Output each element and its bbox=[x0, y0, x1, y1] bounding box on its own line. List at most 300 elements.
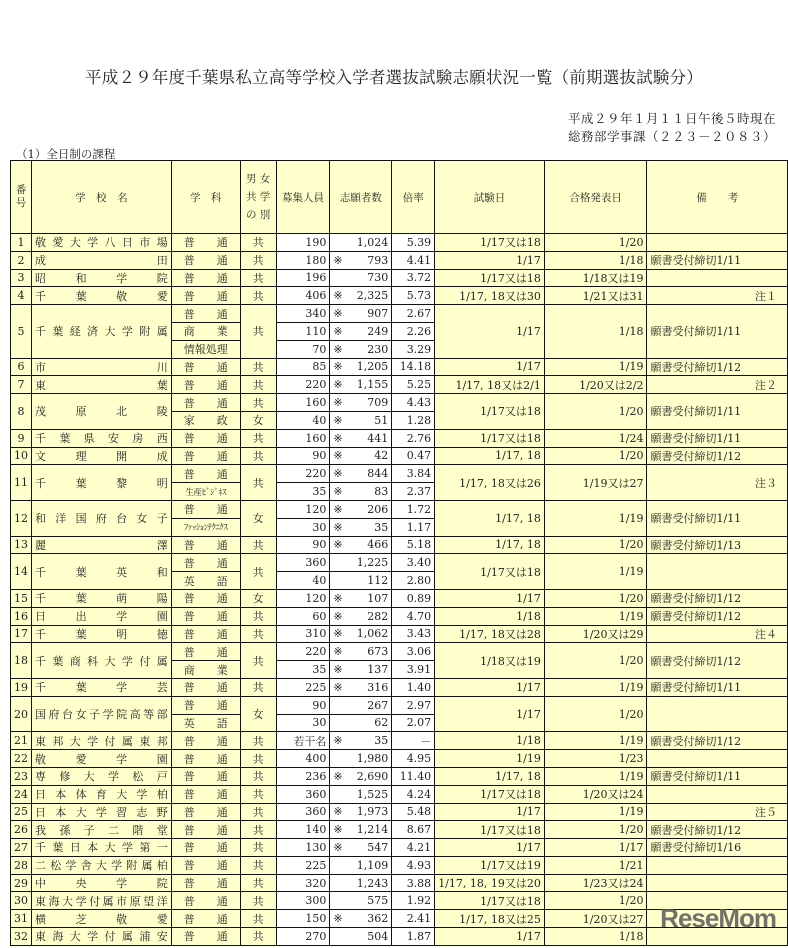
pass-date: 1/20 bbox=[544, 643, 647, 679]
applicants-wrap bbox=[333, 752, 388, 765]
ratio: 4.41 bbox=[392, 251, 435, 269]
gender-type: 共 bbox=[240, 607, 276, 625]
capacity: 30 bbox=[276, 518, 330, 536]
table-row bbox=[11, 643, 788, 661]
gender-type: 共 bbox=[240, 376, 276, 394]
applicants-wrap bbox=[333, 325, 388, 338]
course-subject: 普通 bbox=[171, 376, 240, 394]
table-row bbox=[11, 767, 788, 785]
pass-date: 1/20 bbox=[544, 821, 647, 839]
applicants-cell bbox=[330, 785, 392, 803]
capacity: 40 bbox=[276, 572, 330, 590]
applicant-count: 137 bbox=[367, 663, 389, 677]
applicants-wrap bbox=[333, 449, 388, 462]
school-number: 22 bbox=[11, 750, 32, 768]
pass-date: 1/20 bbox=[544, 536, 647, 554]
table-row bbox=[11, 625, 788, 643]
course-subject: 普通 bbox=[171, 536, 240, 554]
ratio: 3.88 bbox=[392, 874, 435, 892]
school-name: 敬愛学園 bbox=[32, 750, 172, 768]
course-subject: 普通 bbox=[171, 394, 240, 412]
school-name: 国府台女子学院高等部 bbox=[32, 696, 172, 732]
asterisk-mark: ※ bbox=[333, 378, 343, 392]
capacity: 130 bbox=[276, 839, 330, 857]
asterisk-mark: ※ bbox=[333, 663, 343, 677]
pass-date: 1/19 bbox=[544, 500, 647, 536]
applicants-cell bbox=[330, 607, 392, 625]
course-subject: 普通 bbox=[171, 696, 240, 714]
school-number: 18 bbox=[11, 643, 32, 679]
exam-date: 1/18 bbox=[435, 732, 545, 750]
as-of-date: 平成２９年１月１１日午後５時現在 bbox=[567, 111, 776, 126]
gender-type: 共 bbox=[240, 839, 276, 857]
applicants-cell bbox=[330, 874, 392, 892]
pass-date: 1/19 bbox=[544, 803, 647, 821]
header-gender-line: 男 女 bbox=[245, 173, 271, 185]
gender-type: 共 bbox=[240, 447, 276, 465]
applicants-cell bbox=[330, 500, 392, 518]
pass-date: 1/23 bbox=[544, 750, 647, 768]
applicants-wrap bbox=[333, 699, 388, 712]
exam-date: 1/17 bbox=[435, 839, 545, 857]
school-name: 敬愛大学八日市場 bbox=[32, 234, 172, 252]
applicants-cell bbox=[330, 589, 392, 607]
ratio: 3.06 bbox=[392, 643, 435, 661]
applicants-cell bbox=[330, 910, 392, 928]
gender-type: 女 bbox=[240, 696, 276, 732]
school-number: 19 bbox=[11, 678, 32, 696]
asterisk-mark: ※ bbox=[333, 342, 343, 356]
school-number: 30 bbox=[11, 892, 32, 910]
table-row bbox=[11, 874, 788, 892]
school-number: 5 bbox=[11, 305, 32, 358]
remarks bbox=[647, 856, 788, 874]
ratio: 1.40 bbox=[392, 678, 435, 696]
table-row bbox=[11, 750, 788, 768]
school-name: 千葉萌陽 bbox=[32, 589, 172, 607]
applicant-count: 2,690 bbox=[356, 769, 389, 783]
course-subject: 普通 bbox=[171, 500, 240, 518]
applicants-wrap bbox=[333, 414, 388, 427]
capacity: 400 bbox=[276, 750, 330, 768]
asterisk-mark: ※ bbox=[333, 645, 343, 659]
applicants-wrap bbox=[333, 877, 388, 890]
applicants-wrap bbox=[333, 467, 388, 480]
pass-date: 1/18又は19 bbox=[544, 269, 647, 287]
applicants-cell bbox=[330, 287, 392, 305]
course-subject: 普通 bbox=[171, 910, 240, 928]
table-row bbox=[11, 696, 788, 714]
course-subject: 普通 bbox=[171, 447, 240, 465]
asterisk-mark: ※ bbox=[333, 769, 343, 783]
gender-type: 女 bbox=[240, 589, 276, 607]
applicants-wrap bbox=[333, 271, 388, 284]
capacity: 360 bbox=[276, 554, 330, 572]
ratio: 4.95 bbox=[392, 750, 435, 768]
exam-date: 1/19 bbox=[435, 750, 545, 768]
asterisk-mark: ※ bbox=[333, 485, 343, 499]
asterisk-mark: ※ bbox=[333, 502, 343, 516]
pass-date: 1/20 bbox=[544, 892, 647, 910]
applicants-wrap bbox=[333, 716, 388, 729]
school-number: 25 bbox=[11, 803, 32, 821]
applicant-count: 362 bbox=[367, 912, 389, 926]
table-row bbox=[11, 839, 788, 857]
header-subject: 学 科 bbox=[171, 161, 240, 234]
ratio: 3.43 bbox=[392, 625, 435, 643]
school-name: 千葉学芸 bbox=[32, 678, 172, 696]
ratio: 0.89 bbox=[392, 589, 435, 607]
school-name: 茂原北陵 bbox=[32, 394, 172, 430]
applicant-count: 673 bbox=[367, 645, 389, 659]
applicants-wrap bbox=[333, 805, 388, 818]
school-name: 千葉商科大学付属 bbox=[32, 643, 172, 679]
gender-type: 女 bbox=[240, 500, 276, 536]
course-subject: 普通 bbox=[171, 892, 240, 910]
remarks: 注２ bbox=[647, 376, 788, 394]
applicants-cell bbox=[330, 714, 392, 732]
asterisk-mark: ※ bbox=[333, 538, 343, 552]
exam-date: 1/18 bbox=[435, 607, 545, 625]
capacity: 160 bbox=[276, 429, 330, 447]
course-subject: 普通 bbox=[171, 251, 240, 269]
capacity: 35 bbox=[276, 661, 330, 679]
school-name: 千葉黎明 bbox=[32, 465, 172, 501]
pass-date: 1/20 bbox=[544, 394, 647, 430]
school-number: 13 bbox=[11, 536, 32, 554]
applicant-count: 83 bbox=[374, 485, 389, 499]
gender-type: 共 bbox=[240, 429, 276, 447]
applicants-wrap bbox=[333, 289, 388, 302]
ratio: 5.39 bbox=[392, 234, 435, 252]
applicants-cell bbox=[330, 892, 392, 910]
table-row bbox=[11, 589, 788, 607]
remarks bbox=[647, 750, 788, 768]
course-subject: 普通 bbox=[171, 839, 240, 857]
capacity: 360 bbox=[276, 785, 330, 803]
applicant-count: 730 bbox=[367, 271, 389, 285]
gender-type: 共 bbox=[240, 287, 276, 305]
applicants-wrap bbox=[333, 432, 388, 445]
asterisk-mark: ※ bbox=[333, 467, 343, 481]
applicant-count: 230 bbox=[367, 342, 389, 356]
capacity: 90 bbox=[276, 536, 330, 554]
pass-date: 1/20又は27 bbox=[544, 910, 647, 928]
exam-date: 1/17, 18又は30 bbox=[435, 287, 545, 305]
capacity: 若干名 bbox=[276, 732, 330, 750]
remarks: 願書受付締切1/11 bbox=[647, 678, 788, 696]
header-gender bbox=[240, 161, 276, 234]
applicant-count: 466 bbox=[367, 538, 389, 552]
gender-type: 共 bbox=[240, 892, 276, 910]
remarks: 願書受付締切1/12 bbox=[647, 821, 788, 839]
gender-type: 共 bbox=[240, 678, 276, 696]
applicants-wrap bbox=[333, 734, 388, 747]
pass-date: 1/19 bbox=[544, 607, 647, 625]
ratio: 2.26 bbox=[392, 322, 435, 340]
pass-date: 1/20 bbox=[544, 447, 647, 465]
exam-date: 1/17, 18 bbox=[435, 447, 545, 465]
capacity: 220 bbox=[276, 465, 330, 483]
applicants-cell bbox=[330, 518, 392, 536]
remarks: 注４ bbox=[647, 625, 788, 643]
applicants-cell bbox=[330, 429, 392, 447]
exam-date: 1/17, 18 bbox=[435, 500, 545, 536]
course-subject: 普通 bbox=[171, 732, 240, 750]
applicants-wrap bbox=[333, 360, 388, 373]
remarks bbox=[647, 785, 788, 803]
table-row bbox=[11, 429, 788, 447]
asterisk-mark: ※ bbox=[333, 734, 343, 748]
ratio: 3.84 bbox=[392, 465, 435, 483]
school-number: 3 bbox=[11, 269, 32, 287]
applicants-wrap bbox=[333, 894, 388, 907]
ratio: 5.18 bbox=[392, 536, 435, 554]
table-row bbox=[11, 678, 788, 696]
exam-date: 1/17又は19 bbox=[435, 856, 545, 874]
pass-date: 1/20 bbox=[544, 234, 647, 252]
school-number: 16 bbox=[11, 607, 32, 625]
header-pass-date: 合格発表日 bbox=[544, 161, 647, 234]
table-row bbox=[11, 536, 788, 554]
table-row bbox=[11, 785, 788, 803]
capacity: 150 bbox=[276, 910, 330, 928]
ratio: 3.72 bbox=[392, 269, 435, 287]
pass-date: 1/20 bbox=[544, 589, 647, 607]
applicants-cell bbox=[330, 536, 392, 554]
exam-date: 1/17 bbox=[435, 678, 545, 696]
pass-date: 1/19 bbox=[544, 732, 647, 750]
school-number: 26 bbox=[11, 821, 32, 839]
capacity: 190 bbox=[276, 234, 330, 252]
capacity: 180 bbox=[276, 251, 330, 269]
department-contact: 総務部学事課（２２３－２０８３） bbox=[567, 129, 776, 144]
applicants-wrap bbox=[333, 236, 388, 249]
exam-date: 1/17, 18又は2/1 bbox=[435, 376, 545, 394]
gender-type: 共 bbox=[240, 910, 276, 928]
course-subject: 情報処理 bbox=[171, 340, 240, 358]
applicants-cell bbox=[330, 376, 392, 394]
school-name: 専修大学松戸 bbox=[32, 767, 172, 785]
course-subject: 普通 bbox=[171, 874, 240, 892]
table-row bbox=[11, 465, 788, 483]
applicants-wrap bbox=[333, 538, 388, 551]
table-row bbox=[11, 856, 788, 874]
table-row bbox=[11, 500, 788, 518]
gender-type: 共 bbox=[240, 536, 276, 554]
asterisk-mark: ※ bbox=[333, 609, 343, 623]
pass-date: 1/18 bbox=[544, 251, 647, 269]
ratio: 5.48 bbox=[392, 803, 435, 821]
applicants-cell bbox=[330, 251, 392, 269]
applicant-count: 1,973 bbox=[356, 805, 389, 819]
exam-date: 1/17又は18 bbox=[435, 785, 545, 803]
course-subject: 普通 bbox=[171, 465, 240, 483]
exam-date: 1/17 bbox=[435, 251, 545, 269]
school-number: 17 bbox=[11, 625, 32, 643]
course-subject: 家政 bbox=[171, 411, 240, 429]
school-number: 31 bbox=[11, 910, 32, 928]
applicants-cell bbox=[330, 856, 392, 874]
capacity: 85 bbox=[276, 358, 330, 376]
remarks bbox=[647, 269, 788, 287]
remarks: 願書受付締切1/16 bbox=[647, 839, 788, 857]
exam-date: 1/17又は18 bbox=[435, 394, 545, 430]
gender-type: 共 bbox=[240, 856, 276, 874]
gender-type: 共 bbox=[240, 554, 276, 590]
remarks: 願書受付締切1/12 bbox=[647, 607, 788, 625]
gender-type: 共 bbox=[240, 821, 276, 839]
exam-date: 1/17又は18 bbox=[435, 429, 545, 447]
ratio: 2.67 bbox=[392, 305, 435, 323]
applicants-wrap bbox=[333, 663, 388, 676]
applicants-wrap bbox=[333, 841, 388, 854]
school-number: 10 bbox=[11, 447, 32, 465]
school-number: 27 bbox=[11, 839, 32, 857]
asterisk-mark: ※ bbox=[333, 680, 343, 694]
applicants-wrap bbox=[333, 485, 388, 498]
applicants-cell bbox=[330, 678, 392, 696]
section-heading: （1）全日制の課程 bbox=[16, 147, 116, 161]
gender-type: 共 bbox=[240, 750, 276, 768]
school-number: 23 bbox=[11, 767, 32, 785]
header-capacity: 募集人員 bbox=[276, 161, 330, 234]
school-name: 市川 bbox=[32, 358, 172, 376]
applicants-cell bbox=[330, 643, 392, 661]
remarks: 願書受付締切1/12 bbox=[647, 589, 788, 607]
pass-date: 1/21又は31 bbox=[544, 287, 647, 305]
school-number: 24 bbox=[11, 785, 32, 803]
course-subject: 普通 bbox=[171, 358, 240, 376]
applicants-cell bbox=[330, 358, 392, 376]
applicants-cell bbox=[330, 411, 392, 429]
gender-type: 共 bbox=[240, 269, 276, 287]
header-applicants: 志願者数 bbox=[330, 161, 392, 234]
course-subject: 普通 bbox=[171, 803, 240, 821]
ratio: 0.47 bbox=[392, 447, 435, 465]
school-number: 29 bbox=[11, 874, 32, 892]
capacity: 160 bbox=[276, 394, 330, 412]
remarks: 注１ bbox=[647, 287, 788, 305]
capacity: 300 bbox=[276, 892, 330, 910]
capacity: 220 bbox=[276, 643, 330, 661]
school-number: 11 bbox=[11, 465, 32, 501]
asterisk-mark: ※ bbox=[333, 823, 343, 837]
school-number: 14 bbox=[11, 554, 32, 590]
exam-date: 1/17, 18 bbox=[435, 767, 545, 785]
remarks: 願書受付締切1/12 bbox=[647, 447, 788, 465]
capacity: 140 bbox=[276, 821, 330, 839]
school-name: 中央学院 bbox=[32, 874, 172, 892]
applicants-wrap bbox=[333, 930, 388, 943]
school-name: 二松学舎大学附属柏 bbox=[32, 856, 172, 874]
exam-date: 1/17, 18 bbox=[435, 536, 545, 554]
applicants-cell bbox=[330, 269, 392, 287]
school-name: 東海大学付属浦安 bbox=[32, 928, 172, 946]
remarks: 願書受付締切1/11 bbox=[647, 305, 788, 358]
applicant-count: 51 bbox=[374, 413, 389, 427]
applicants-cell bbox=[330, 322, 392, 340]
gender-type: 共 bbox=[240, 251, 276, 269]
table-row bbox=[11, 234, 788, 252]
table-row bbox=[11, 269, 788, 287]
school-name: 千葉敬愛 bbox=[32, 287, 172, 305]
asterisk-mark: ※ bbox=[333, 307, 343, 321]
school-name: 麗澤 bbox=[32, 536, 172, 554]
capacity: 90 bbox=[276, 447, 330, 465]
header-exam-date: 試験日 bbox=[435, 161, 545, 234]
applicants-wrap bbox=[333, 788, 388, 801]
applicant-count: 1,024 bbox=[356, 235, 389, 249]
school-name: 千葉英和 bbox=[32, 554, 172, 590]
applicants-cell bbox=[330, 750, 392, 768]
applicants-cell bbox=[330, 447, 392, 465]
gender-type: 共 bbox=[240, 767, 276, 785]
pass-date: 1/21 bbox=[544, 856, 647, 874]
applicants-wrap bbox=[333, 645, 388, 658]
school-name: 文理開成 bbox=[32, 447, 172, 465]
application-status-table bbox=[10, 160, 788, 946]
applicant-count: 1,243 bbox=[356, 876, 389, 890]
capacity: 310 bbox=[276, 625, 330, 643]
school-number: 8 bbox=[11, 394, 32, 430]
remarks: 注５ bbox=[647, 803, 788, 821]
pass-date: 1/20 bbox=[544, 696, 647, 732]
capacity: 120 bbox=[276, 500, 330, 518]
applicants-cell bbox=[330, 305, 392, 323]
table-row bbox=[11, 376, 788, 394]
applicants-cell bbox=[330, 572, 392, 590]
gender-type: 共 bbox=[240, 874, 276, 892]
gender-type: 女 bbox=[240, 411, 276, 429]
remarks: 願書受付締切1/11 bbox=[647, 394, 788, 430]
applicants-wrap bbox=[333, 503, 388, 516]
ratio: 1.17 bbox=[392, 518, 435, 536]
table-row bbox=[11, 607, 788, 625]
exam-date: 1/17又は18 bbox=[435, 821, 545, 839]
ratio: 2.41 bbox=[392, 910, 435, 928]
applicants-wrap bbox=[333, 859, 388, 872]
course-subject: 普通 bbox=[171, 856, 240, 874]
course-subject: 普通 bbox=[171, 821, 240, 839]
capacity: 270 bbox=[276, 928, 330, 946]
gender-type: 共 bbox=[240, 643, 276, 679]
remarks: 願書受付締切1/12 bbox=[647, 643, 788, 679]
ratio: 8.67 bbox=[392, 821, 435, 839]
remarks: 願書受付締切1/11 bbox=[647, 500, 788, 536]
school-number: 1 bbox=[11, 234, 32, 252]
course-subject: 普通 bbox=[171, 429, 240, 447]
pass-date: 1/19 bbox=[544, 678, 647, 696]
remarks: 願書受付締切1/12 bbox=[647, 732, 788, 750]
ratio: 4.24 bbox=[392, 785, 435, 803]
ratio: 5.73 bbox=[392, 287, 435, 305]
applicants-wrap bbox=[333, 521, 388, 534]
course-subject: 普通 bbox=[171, 234, 240, 252]
pass-date: 1/23又は24 bbox=[544, 874, 647, 892]
school-number: 9 bbox=[11, 429, 32, 447]
school-name: 日出学園 bbox=[32, 607, 172, 625]
applicants-cell bbox=[330, 767, 392, 785]
course-subject: 普通 bbox=[171, 767, 240, 785]
capacity: 225 bbox=[276, 678, 330, 696]
course-subject: 普通 bbox=[171, 607, 240, 625]
applicant-count: 709 bbox=[367, 396, 389, 410]
course-subject: 普通 bbox=[171, 625, 240, 643]
ratio: 2.80 bbox=[392, 572, 435, 590]
school-number: 2 bbox=[11, 251, 32, 269]
applicants-wrap bbox=[333, 681, 388, 694]
